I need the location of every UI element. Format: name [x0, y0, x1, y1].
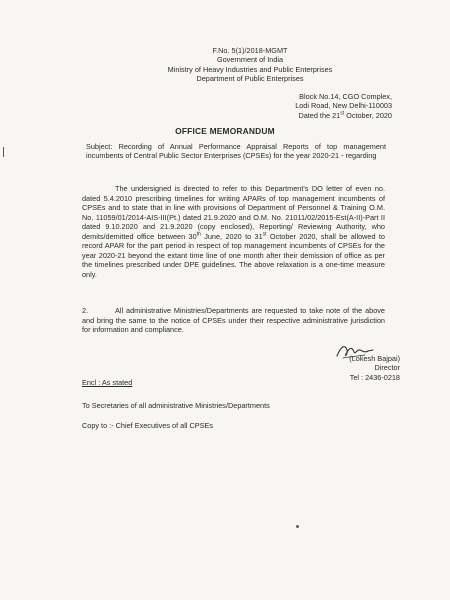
department-name: Department of Public Enterprises — [196, 74, 304, 84]
file-number: F.No. 5(1)/2018-MGMT — [212, 46, 288, 55]
paragraph-number: 2. — [82, 306, 89, 315]
ministry-name: Ministry of Heavy Industries and Public Enterprises — [167, 64, 333, 74]
subject-line: Subject: Recording of Annual Performance Appraisal Reports of top management incumbents of Central Public Sector Enterprises (CPSEs) for the year 2020-21 - regarding — [86, 142, 386, 161]
government-name: Government of India — [216, 55, 284, 65]
address-line-2: Lodi Road, New Delhi-110003 — [295, 101, 392, 111]
memo-title: OFFICE MEMORANDUM — [175, 126, 275, 136]
copy-to: Copy to :- Chief Executives of all CPSEs — [82, 421, 213, 430]
address-line-1: Block No.14, CGO Complex, — [299, 92, 392, 101]
paragraph-2: 2. All administrative Ministries/Departments are requested to take note of the above and bring the same to the notice of CPSEs under their respective administrative jurisdiction for information and compliance. — [82, 306, 385, 334]
signatory-designation: Director — [374, 363, 400, 373]
signatory-telephone: Tel : 2436-0218 — [349, 372, 400, 382]
enclosure-note: Encl : As stated — [82, 378, 133, 387]
paragraph-1: The undersigned is directed to refer to this Department's DO letter of even no. dated 5.4.2010 prescribing timelines for writing APARs of top management incumbents of CPSEs and to state that in line with provisions of Department of Personnel & Training O.M. No. 11059/01/2014-AIS-III(Pt.) dated 21.9.2020 and O.M. No. 21011/02/2015-Est(A-II)-Part II dated 9.10.2020 and 21.9.2020 (copy enclosed), Reporting/ Reviewing Authority, who demits/demitted office between 30th June, 2020 to 31st October 2020, shall be allowed to record APAR for the part period in respect of top management incumbents of CPSEs for the year 2020-21 beyond the extant time line of one month after their demission of office as per the timelines prescribed under DPE guidelines. The above relaxation is a one-time measure only. — [82, 184, 385, 279]
memo-date: Dated the 21st October, 2020 — [298, 110, 392, 120]
letterhead — [150, 46, 350, 84]
office-address — [295, 92, 392, 120]
recipients: To Secretaries of all administrative Ministries/Departments — [82, 401, 270, 410]
margin-mark — [3, 147, 4, 157]
signatory-block — [349, 354, 400, 382]
stray-mark — [296, 525, 299, 528]
signatory-name: (Lokesh Bajpai) — [349, 354, 400, 363]
